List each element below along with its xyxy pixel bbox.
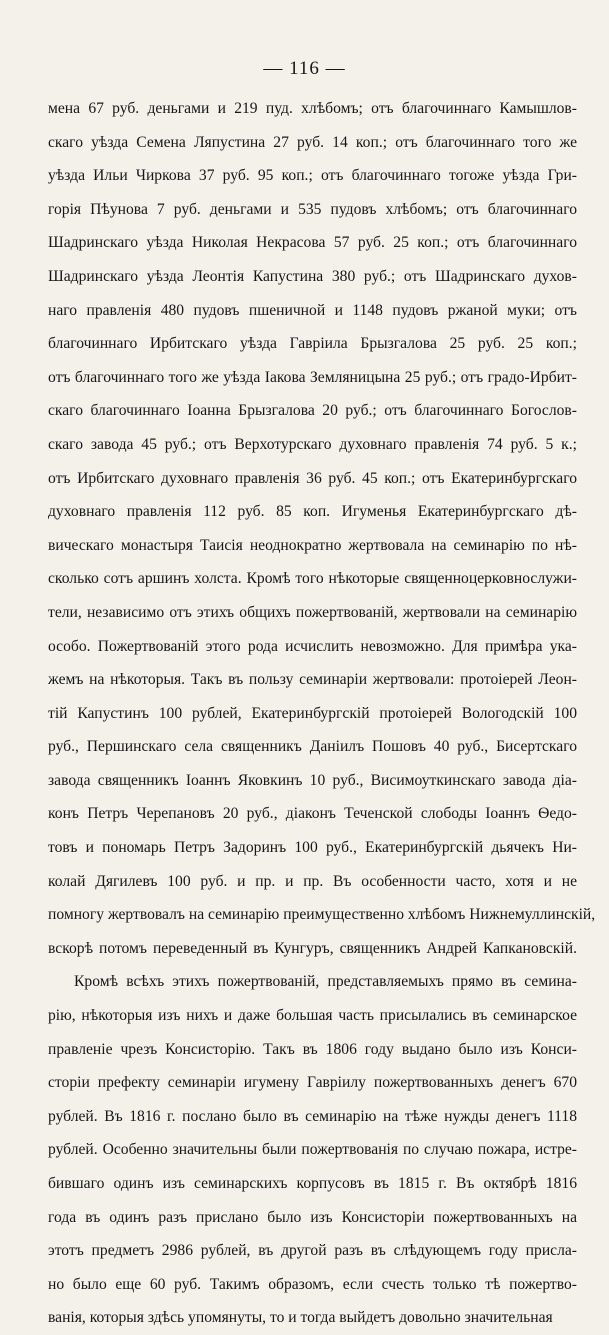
text-line: рублей. Въ 1816 г. послано было въ семинарію на тѣже нужды денегъ 1118 xyxy=(48,1107,577,1125)
text-line: тели, независимо отъ этихъ общихъ пожертвованій, жертвовали на семинарію xyxy=(48,603,577,621)
text-line: но было еще 60 руб. Такимъ образомъ, если счесть только тѣ пожертво- xyxy=(48,1275,577,1293)
text-line: конъ Петръ Черепановъ 20 руб., діаконъ Теченской слободы Іоаннъ Ѳедо- xyxy=(48,805,577,823)
text-line: Кромѣ всѣхъ этихъ пожертвованій, представляемыхъ прямо въ семина- xyxy=(74,973,577,991)
body-text xyxy=(48,92,596,1335)
text-line: особо. Пожертвованій этого рода исчислить невозможно. Для примѣра ука- xyxy=(48,637,577,655)
text-line: завода священникъ Іоаннъ Яковкинъ 10 руб., Висимоуткинскаго завода діа- xyxy=(48,771,577,789)
text-line: скаго завода 45 руб.; отъ Верхотурскаго духовнаго правленія 74 руб. 5 к.; xyxy=(48,435,577,453)
text-line: правленіе чрезъ Консисторію. Такъ въ 1806 году выдано было изъ Конси- xyxy=(48,1040,577,1058)
text-line: товъ и пономарь Петръ Задоринъ 100 руб., Екатеринбургскій дьячекъ Ни- xyxy=(48,839,577,857)
text-line: наго правленія 480 пудовъ пшеничной и 1148 пудовъ ржаной муки; отъ xyxy=(48,301,577,319)
text-line: бившаго одинъ изъ семинарскихъ корпусовъ въ 1815 г. Въ октябрѣ 1816 xyxy=(48,1175,577,1192)
text-line: рублей. Особенно значительны были пожертвованія по случаю пожара, истре- xyxy=(48,1141,577,1159)
text-line: рію, нѣкоторыя изъ нихъ и даже большая часть присылались въ семинарское xyxy=(48,1007,577,1025)
text-line: скаго уѣзда Семена Ляпустина 27 руб. 14 коп.; отъ благочиннаго того же xyxy=(48,133,577,151)
text-line: уѣзда Ильи Чиркова 37 руб. 95 коп.; отъ благочиннаго тогоже уѣзда Гри- xyxy=(48,167,577,185)
text-line: года въ одинъ разъ прислано было изъ Консисторіи пожертвованныхъ на xyxy=(48,1208,577,1226)
text-line: этотъ предметъ 2986 рублей, въ другой разъ въ слѣдующемъ году присла- xyxy=(48,1242,577,1260)
text-line: тій Капустинъ 100 рублей, Екатеринбургскій протоіерей Вологодскій 100 xyxy=(48,704,577,722)
text-line: колай Дягилевъ 100 руб. и пр. и пр. Въ особенности часто, хотя и не xyxy=(48,872,577,890)
text-line: благочиннаго Ирбитскаго уѣзда Гавріила Брызгалова 25 руб. 25 коп.; xyxy=(48,335,577,353)
text-line: вическаго монастыря Таисія неоднократно жертвовала на семинарію по нѣ- xyxy=(48,536,577,554)
text-line: горія Пѣунова 7 руб. деньгами и 535 пудовъ хлѣбомъ; отъ благочиннаго xyxy=(48,200,577,218)
text-line: руб., Першинскаго села священникъ Даніилъ Пошовъ 40 руб., Бисертскаго xyxy=(48,738,577,756)
text-line: отъ Ирбитскаго духовнаго правленія 36 руб. 45 коп.; отъ Екатеринбургскаго xyxy=(48,469,577,487)
text-line: Шадринскаго уѣзда Леонтія Капустина 380 руб.; отъ Шадринскаго духов- xyxy=(48,267,577,285)
text-line: отъ благочиннаго того же уѣзда Іакова Земляницына 25 руб.; отъ градо-Ирбит- xyxy=(48,368,577,386)
text-line: жемъ на нѣкоторыя. Такъ въ пользу семинаріи жертвовали: протоіерей Леон- xyxy=(48,671,577,689)
page-number: — 116 — xyxy=(263,58,346,79)
text-line: мена 67 руб. деньгами и 219 пуд. хлѣбомъ; отъ благочиннаго Камышлов- xyxy=(48,100,577,117)
text-line: ванія, которыя здѣсь упомянуты, то и тогда выйдетъ довольно значительная xyxy=(48,1309,553,1327)
text-line: Шадринскаго уѣзда Николая Некрасова 57 руб. 25 коп.; отъ благочиннаго xyxy=(48,234,577,252)
text-line: сторіи префекту семинаріи игумену Гавріилу пожертвованныхъ денегъ 670 xyxy=(48,1074,577,1092)
text-line: вскорѣ потомъ переведенный въ Кунгуръ, священникъ Андрей Капкановскій. xyxy=(48,939,577,957)
text-line: сколько сотъ аршинъ холста. Кромѣ того нѣкоторые священноцерковнослужи- xyxy=(48,570,577,588)
text-line: помногу жертвовалъ на семинарію преимущественно хлѣбомъ Нижнемуллинскій, xyxy=(48,906,596,924)
text-line: духовнаго правленія 112 руб. 85 коп. Игуменья Екатеринбургскаго дѣ- xyxy=(48,503,577,521)
text-line: скаго благочиннаго Іоанна Брызгалова 20 руб.; отъ благочиннаго Богослов- xyxy=(48,402,577,420)
